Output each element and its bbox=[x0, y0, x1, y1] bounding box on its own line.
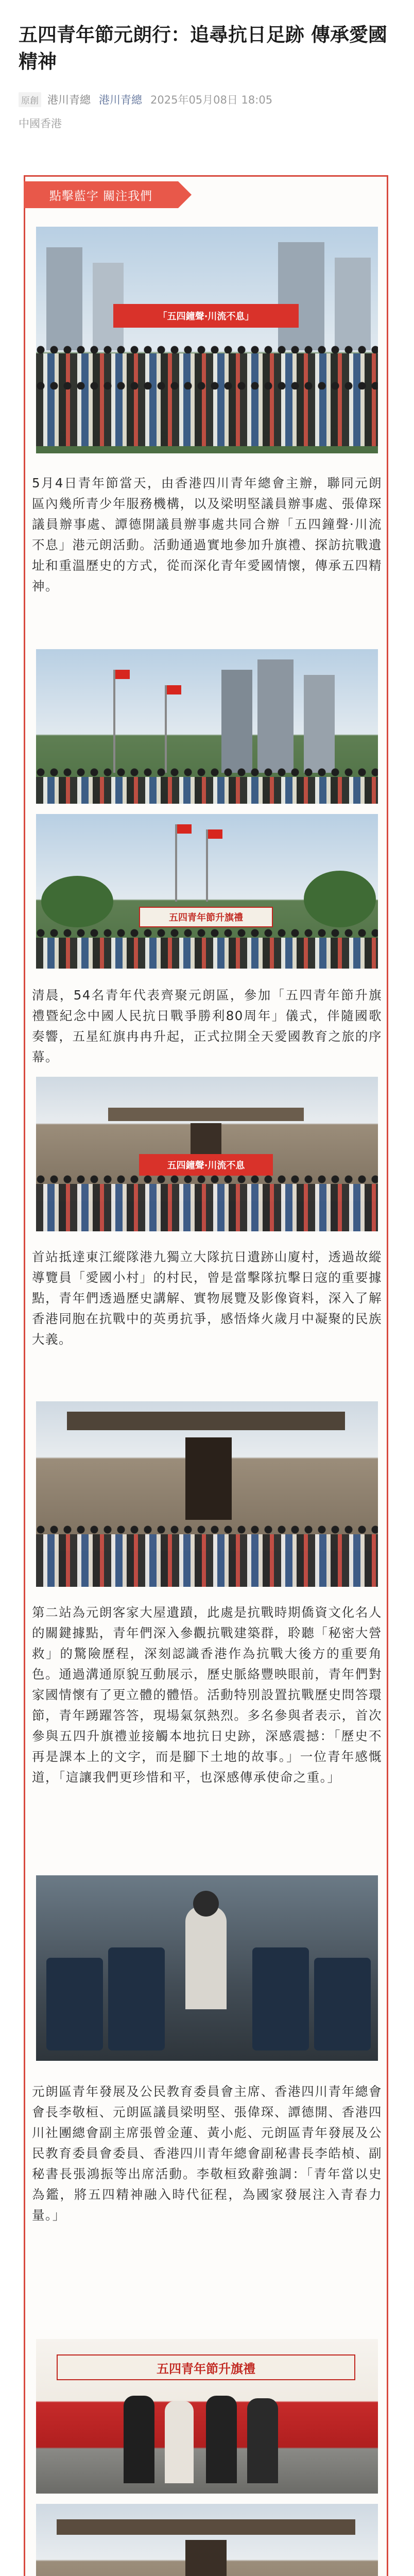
officials-stage-photo bbox=[36, 2339, 378, 2494]
hakka-house-photo bbox=[36, 1401, 378, 1587]
photo-banner: 五四青年節升旗禮 bbox=[139, 907, 273, 927]
flag-raising-photo bbox=[36, 649, 378, 804]
author-name: 港川青總 bbox=[47, 94, 91, 106]
original-badge: 原創 bbox=[19, 92, 41, 107]
article-title: 五四青年節元朗行：追尋抗日足跡 傳承愛國精神 bbox=[19, 24, 387, 73]
photo-banner: 「五四鐘聲·川流不息」 bbox=[113, 304, 299, 328]
paragraph: 清晨，54名青年代表齊聚元朗區，參加「五四青年節升旗禮暨紀念中國人民抗日戰爭勝利80周年」儀式，伴隨國歌奏響，五星紅旗冉冉升起，正式拉開全天愛國教育之旅的序幕。 bbox=[32, 988, 382, 1064]
publish-region: 中國香港 bbox=[19, 117, 62, 130]
photo-banner: 五四青年節升旗禮 bbox=[57, 2354, 355, 2380]
photo-banner: 五四鐘聲·川流不息 bbox=[139, 1154, 273, 1176]
ceremony-audience-photo bbox=[36, 814, 378, 969]
paragraph: 5月4日青年節當天，由香港四川青年總會主辦，聯同元朗區內幾所青少年服務機構，以及梁明堅議員辦事處、張偉琛議員辦事處、譚德開議員辦事處共同合辦「五四鐘聲·川流不息」港元朗活動。活動通過實地參加升旗禮、探訪抗戰遺址和重溫歷史的方式，從而深化青年愛國情懷，傳承五四精神。 bbox=[32, 476, 382, 594]
event-photo-group bbox=[36, 227, 378, 453]
paragraph: 首站抵達東江縱隊港九獨立大隊抗日遺跡山廈村，透過故縱導覽員「愛國小村」的村民，曾是當擊隊抗擊日寇的重要據點，青年們透過歷史講解、實物展覽及影像資料，深入了解香港同胞在抗戰中的英勇抗爭，感悟烽火歲月中凝聚的民族大義。 bbox=[32, 1249, 382, 1347]
old-village-group-photo bbox=[36, 1077, 378, 1231]
paragraph: 元朗區青年發展及公民教育委員會主席、香港四川青年總會會長李敬桓、元朗區議員梁明堅、張偉琛、譚德開、香港四川社團總會副主席張曾金蓮、黃小彪、元朗區青年發展及公民教育委員會委員、香港四川青年總會副秘書長李皓楨、副秘書長張鴻振等出席活動。李敬桓致辭強調：「青年當以史為鑑，將五四精神融入時代征程，為國家發展注入青春力量。」 bbox=[32, 2084, 382, 2223]
article-meta bbox=[19, 92, 272, 107]
paragraph: 第二站為元朗客家大屋遺蹟，此處是抗戰時期僑資文化名人的關鍵據點，青年們深入參觀抗戰建築群，聆聽「秘密大營救」的驚險歷程，深刻認識香港作為抗戰大後方的重要角色。通過溝通原貌互動展示，歷史脈絡豐映眼前，青年們對家國情懷有了更立體的體悟。活動特別設置抗戰歷史問答環節，青年踴躍答答，現場氣氛熱烈。多名參與者表示，首次參與五四升旗禮並接觸本地抗日史跡，深感震撼：「歷史不再是課本上的文字，而是腳下土地的故事。」一位青年感慨道，「這讓我們更珍惜和平，也深感傳承使命之重。」 bbox=[32, 1605, 382, 1785]
publish-date: 2025年05月08日 18:05 bbox=[150, 94, 273, 106]
follow-tab[interactable]: 點擊藍字 關注我們 bbox=[24, 181, 178, 208]
village-hall-group-photo bbox=[36, 2504, 378, 2576]
bus-interior-photo bbox=[36, 1875, 378, 2061]
account-link[interactable]: 港川青總 bbox=[99, 94, 142, 106]
